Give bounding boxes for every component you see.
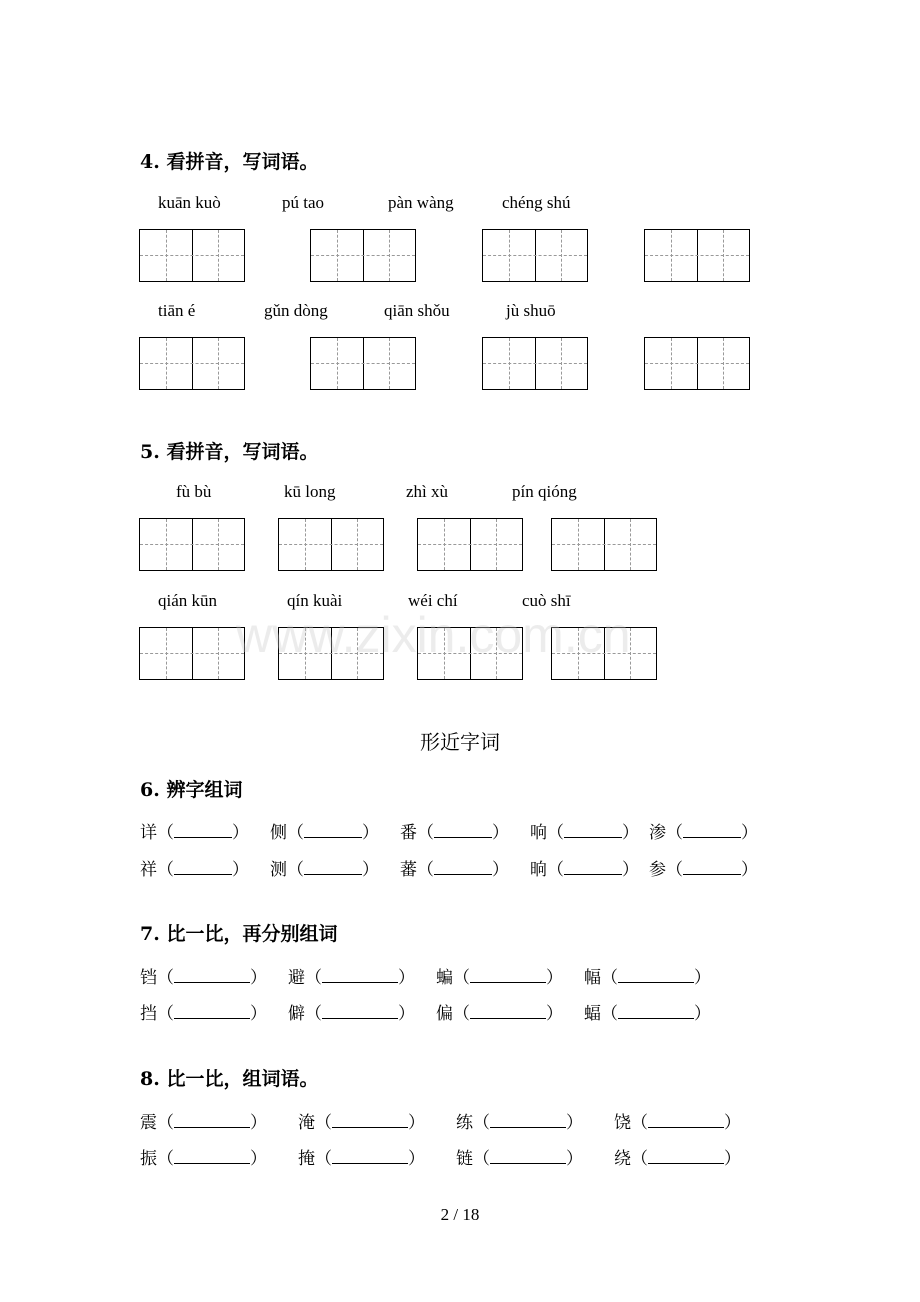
question-4-title: 4. 看拼音，写词语。 (140, 151, 319, 173)
pinyin-label: qiān shǒu (384, 301, 450, 320)
answer-blank[interactable] (332, 1113, 408, 1128)
char: 蝙 (436, 968, 453, 988)
answer-blank[interactable] (174, 1004, 250, 1019)
char: 淹 (298, 1113, 315, 1133)
word-row: 详（ ） 侧（ ） 番（ ） 响（ ） 渗（ ） (140, 823, 758, 843)
pinyin-label: gǔn dòng (264, 301, 328, 320)
pinyin-label: pín qióng (512, 482, 577, 501)
char: 参 (649, 860, 666, 880)
answer-blank[interactable] (648, 1149, 724, 1164)
pinyin-label: qín kuài (287, 591, 343, 610)
answer-blank[interactable] (434, 823, 492, 838)
answer-blank[interactable] (174, 823, 232, 838)
char: 侧 (270, 823, 287, 843)
pinyin-label: qián kūn (158, 591, 218, 610)
answer-blank[interactable] (434, 860, 492, 875)
answer-blank[interactable] (470, 968, 546, 983)
answer-blank[interactable] (564, 860, 622, 875)
char: 蝠 (584, 1004, 601, 1024)
writing-grid[interactable] (310, 337, 416, 390)
char: 掩 (298, 1149, 315, 1169)
answer-blank[interactable] (174, 968, 250, 983)
char: 响 (530, 823, 547, 843)
pinyin-label: zhì xù (406, 482, 449, 501)
writing-grid[interactable] (139, 627, 245, 680)
answer-blank[interactable] (564, 823, 622, 838)
writing-grid[interactable] (417, 518, 523, 571)
question-7-title: 7. 比一比，再分别组词 (140, 923, 338, 945)
char: 链 (456, 1149, 473, 1169)
char: 挡 (140, 1004, 157, 1024)
answer-blank[interactable] (618, 968, 694, 983)
word-row: 铛（ ） 避（ ） 蝙（ ） 幅（ ） (140, 968, 711, 988)
pinyin-label: kū long (284, 482, 336, 501)
writing-grid[interactable] (644, 229, 750, 282)
watermark: www.zixin.com.cn (236, 607, 631, 663)
page-number: 2 / 18 (440, 1205, 480, 1224)
writing-grid[interactable] (644, 337, 750, 390)
writing-grid[interactable] (139, 229, 245, 282)
pinyin-label: fù bù (176, 482, 212, 501)
char: 绕 (614, 1149, 631, 1169)
word-row: 祥（ ） 测（ ） 蕃（ ） 晌（ ） 参（ ） (140, 860, 758, 880)
question-8-title: 8. 比一比，组词语。 (140, 1068, 319, 1090)
writing-grid[interactable] (139, 518, 245, 571)
answer-blank[interactable] (332, 1149, 408, 1164)
pinyin-label: wéi chí (408, 591, 458, 610)
char: 震 (140, 1113, 157, 1133)
answer-blank[interactable] (683, 860, 741, 875)
answer-blank[interactable] (322, 968, 398, 983)
word-row: 振（ ） 掩（ ） 链（ ） 绕（ ） (140, 1149, 741, 1169)
word-row: 震（ ） 淹（ ） 练（ ） 饶（ ） (140, 1113, 741, 1133)
answer-blank[interactable] (174, 1113, 250, 1128)
pinyin-label: pàn wàng (388, 193, 454, 212)
char: 饶 (614, 1113, 631, 1133)
char: 测 (270, 860, 287, 880)
char: 避 (288, 968, 305, 988)
char: 僻 (288, 1004, 305, 1024)
pinyin-label: kuān kuò (158, 193, 221, 212)
char: 详 (140, 823, 157, 843)
writing-grid[interactable] (482, 337, 588, 390)
char: 偏 (436, 1004, 453, 1024)
answer-blank[interactable] (618, 1004, 694, 1019)
writing-grid[interactable] (139, 337, 245, 390)
char: 祥 (140, 860, 157, 880)
answer-blank[interactable] (304, 823, 362, 838)
pinyin-label: jù shuō (506, 301, 556, 320)
answer-blank[interactable] (490, 1113, 566, 1128)
answer-blank[interactable] (490, 1149, 566, 1164)
pinyin-label: cuò shī (522, 591, 571, 610)
answer-blank[interactable] (648, 1113, 724, 1128)
char: 渗 (649, 823, 666, 843)
question-6-title: 6. 辨字组词 (140, 779, 243, 801)
pinyin-label: pú tao (282, 193, 325, 212)
writing-grid[interactable] (310, 229, 416, 282)
char: 幅 (584, 968, 601, 988)
question-5-title: 5. 看拼音，写词语。 (140, 441, 319, 463)
word-row: 挡（ ） 僻（ ） 偏（ ） 蝠（ ） (140, 1004, 711, 1024)
char: 番 (400, 823, 417, 843)
char: 晌 (530, 860, 547, 880)
writing-grid[interactable] (482, 229, 588, 282)
answer-blank[interactable] (470, 1004, 546, 1019)
section-title: 形近字词 (420, 730, 500, 754)
answer-blank[interactable] (174, 860, 232, 875)
pinyin-label: tiān é (158, 301, 196, 320)
answer-blank[interactable] (322, 1004, 398, 1019)
answer-blank[interactable] (683, 823, 741, 838)
char: 振 (140, 1149, 157, 1169)
answer-blank[interactable] (174, 1149, 250, 1164)
char: 练 (456, 1113, 473, 1133)
writing-grid[interactable] (278, 518, 384, 571)
pinyin-label: chéng shú (502, 193, 571, 212)
char: 蕃 (400, 860, 417, 880)
answer-blank[interactable] (304, 860, 362, 875)
char: 铛 (140, 968, 157, 988)
writing-grid[interactable] (551, 518, 657, 571)
